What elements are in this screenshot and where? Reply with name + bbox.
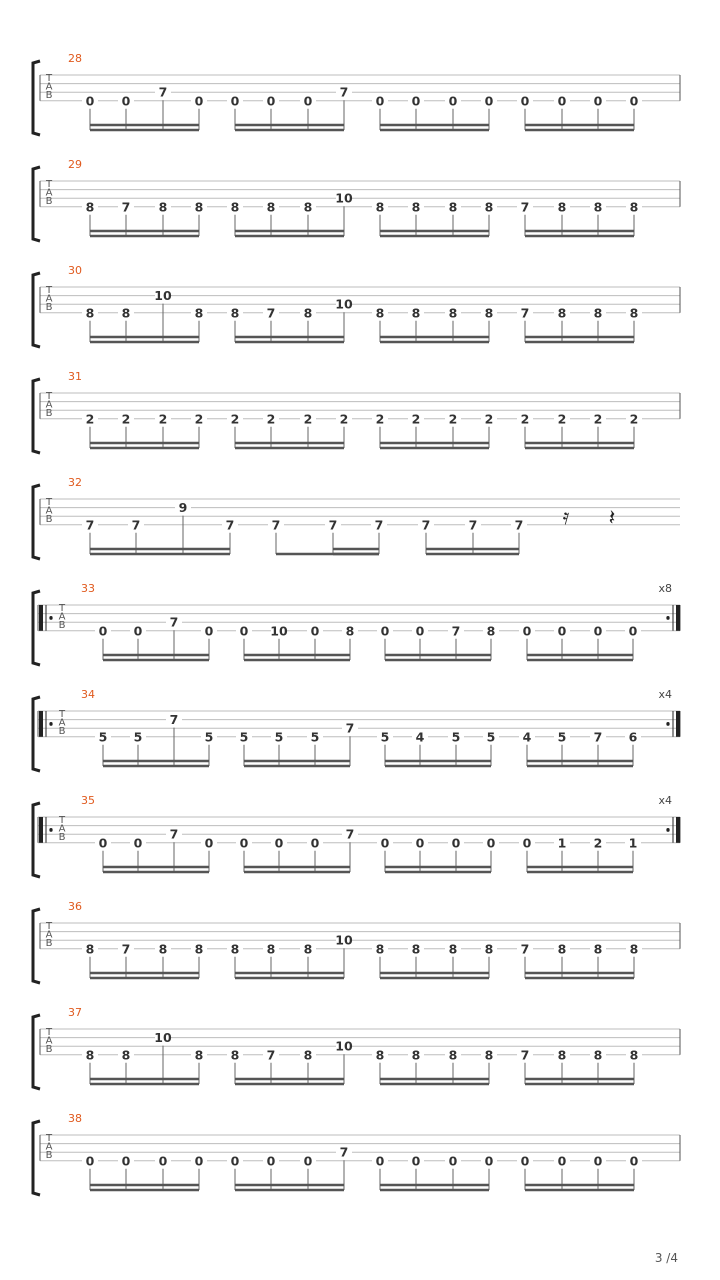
fret-number: 1 [628,835,638,851]
system-bracket [33,61,40,135]
repeat-dot [49,723,52,726]
fret-number: 7 [85,517,95,533]
fret-number: 8 [158,941,168,957]
fret-number: 7 [374,517,384,533]
fret-number: 8 [85,1047,95,1063]
fret-number: 10 [335,296,353,312]
fret-number: 10 [154,1030,172,1046]
fret-number: 8 [629,941,639,957]
measure-number: 30 [68,264,82,277]
fret-number: 8 [230,305,240,321]
fret-number: 0 [98,623,108,639]
fret-number: 8 [230,941,240,957]
tab-clef-letter: A [45,1141,53,1153]
tab-clef-letter: A [45,505,53,517]
system-bracket [33,909,40,983]
fret-number: 8 [486,623,496,639]
repeat-count: x4 [658,794,672,807]
system-bracket [33,485,40,559]
tab-clef-letter: A [45,1035,53,1047]
fret-number: 8 [593,1047,603,1063]
fret-number: 0 [85,1153,95,1169]
fret-number: 0 [121,93,131,109]
fret-number: 8 [411,941,421,957]
fret-number: 8 [85,305,95,321]
fret-number: 2 [266,411,276,427]
tab-clef-letter: A [45,929,53,941]
tab-clef-letter: B [45,1150,53,1162]
fret-number: 0 [98,835,108,851]
fret-number: 2 [484,411,494,427]
tab-clef-letter: T [58,815,66,826]
fret-number: 7 [593,729,603,745]
repeat-dot [49,829,52,832]
fret-number: 0 [415,623,425,639]
fret-number: 8 [375,1047,385,1063]
tab-clef-letter: T [45,921,53,932]
fret-number: 9 [178,500,188,516]
fret-number: 0 [593,623,603,639]
tab-system [33,370,680,453]
fret-number: 2 [121,411,131,427]
fret-number: 4 [522,729,532,745]
fret-number: 5 [98,729,108,745]
fret-number: 2 [85,411,95,427]
system-bracket [33,1121,40,1195]
repeat-count: x8 [658,582,672,595]
tab-clef-letter: B [45,408,53,420]
fret-number: 0 [629,1153,639,1169]
fret-number: 0 [448,93,458,109]
fret-number: 8 [557,199,567,215]
fret-number: 10 [335,932,353,948]
tab-system [33,582,680,665]
repeat-dot [666,829,669,832]
tab-clef-letter: T [45,179,53,190]
tab-clef-letter: T [45,497,53,508]
fret-number: 8 [194,941,204,957]
fret-number: 0 [484,1153,494,1169]
repeat-count: x4 [658,688,672,701]
fret-number: 0 [194,1153,204,1169]
tab-clef-letter: A [45,81,53,93]
measure-number: 37 [68,1006,82,1019]
fret-number: 2 [230,411,240,427]
repeat-dot [666,617,669,620]
fret-number: 0 [486,835,496,851]
system-bracket [33,1015,40,1089]
tab-clef-letter: A [45,293,53,305]
fret-number: 0 [274,835,284,851]
fret-number: 7 [169,614,179,630]
fret-number: 8 [194,305,204,321]
tab-system [33,794,680,877]
tab-system [33,688,680,771]
fret-number: 0 [310,623,320,639]
measure-number: 28 [68,52,82,65]
fret-number: 8 [557,941,567,957]
fret-number: 8 [266,199,276,215]
repeat-dot [666,723,669,726]
repeat-start-thick [39,817,43,843]
fret-number: 0 [411,1153,421,1169]
tab-system [33,264,680,347]
tab-clef-letter: T [45,73,53,84]
measure-number: 38 [68,1112,82,1125]
fret-number: 8 [266,941,276,957]
fret-number: 7 [131,517,141,533]
fret-number: 7 [451,623,461,639]
tab-clef-letter: T [58,603,66,614]
fret-number: 8 [448,199,458,215]
repeat-start-thick [39,711,43,737]
fret-number: 8 [303,1047,313,1063]
fret-number: 10 [335,190,353,206]
fret-number: 7 [266,1047,276,1063]
fret-number: 7 [169,826,179,842]
tab-clef-letter: B [45,514,53,526]
fret-number: 0 [520,1153,530,1169]
fret-number: 7 [520,941,530,957]
tab-clef-letter: B [58,620,66,632]
fret-number: 8 [411,199,421,215]
fret-number: 5 [239,729,249,745]
fret-number: 0 [204,623,214,639]
fret-number: 0 [375,1153,385,1169]
fret-number: 5 [204,729,214,745]
tab-clef-letter: B [45,1044,53,1056]
fret-number: 0 [239,835,249,851]
fret-number: 8 [303,941,313,957]
fret-number: 7 [421,517,431,533]
fret-number: 8 [345,623,355,639]
fret-number: 0 [121,1153,131,1169]
fret-number: 0 [593,1153,603,1169]
fret-number: 7 [520,305,530,321]
tab-system [33,1006,680,1089]
fret-number: 2 [448,411,458,427]
tab-clef-letter: B [45,196,53,208]
fret-number: 0 [194,93,204,109]
tab-clef-letter: A [45,399,53,411]
page-number: 3 /4 [654,1251,678,1265]
fret-number: 0 [520,93,530,109]
fret-number: 8 [303,199,313,215]
fret-number: 0 [310,835,320,851]
tab-clef-letter: A [58,611,66,623]
fret-number: 8 [484,1047,494,1063]
tab-system [33,476,680,559]
tab-system [33,52,680,135]
fret-number: 8 [557,305,567,321]
fret-number: 0 [411,93,421,109]
fret-number: 5 [133,729,143,745]
fret-number: 4 [415,729,425,745]
fret-number: 8 [411,1047,421,1063]
fret-number: 0 [557,623,567,639]
fret-number: 8 [593,199,603,215]
fret-number: 0 [230,1153,240,1169]
fret-number: 7 [520,1047,530,1063]
fret-number: 10 [335,1038,353,1054]
fret-number: 0 [629,93,639,109]
tab-system [33,900,680,983]
measure-number: 31 [68,370,82,383]
fret-number: 0 [133,623,143,639]
measure-number: 36 [68,900,82,913]
tab-clef-letter: A [58,823,66,835]
system-bracket [33,591,40,665]
tab-system [33,1112,680,1195]
fret-number: 8 [484,941,494,957]
fret-number: 8 [194,1047,204,1063]
tab-clef-letter: T [45,1133,53,1144]
fret-number: 8 [121,1047,131,1063]
fret-number: 2 [158,411,168,427]
fret-number: 7 [121,199,131,215]
fret-number: 10 [154,288,172,304]
fret-number: 5 [451,729,461,745]
fret-number: 10 [270,623,288,639]
sixteenth-rest-icon: 𝄿 [562,505,570,530]
fret-number: 0 [380,835,390,851]
fret-number: 0 [303,93,313,109]
tab-clef-letter: T [45,285,53,296]
fret-number: 7 [328,517,338,533]
fret-number: 5 [486,729,496,745]
fret-number: 5 [557,729,567,745]
fret-number: 7 [121,941,131,957]
fret-number: 0 [628,623,638,639]
fret-number: 0 [158,1153,168,1169]
tab-clef-letter: B [58,726,66,738]
fret-number: 8 [484,305,494,321]
fret-number: 8 [448,1047,458,1063]
fret-number: 7 [169,712,179,728]
fret-number: 8 [85,199,95,215]
fret-number: 7 [520,199,530,215]
system-bracket [33,167,40,241]
tab-clef-letter: B [58,832,66,844]
fret-number: 2 [411,411,421,427]
system-bracket [33,697,40,771]
measure-number: 29 [68,158,82,171]
tab-clef-letter: T [45,1027,53,1038]
fret-number: 8 [121,305,131,321]
fret-number: 8 [448,305,458,321]
fret-number: 8 [629,199,639,215]
measure-number: 33 [81,582,95,595]
fret-number: 2 [520,411,530,427]
fret-number: 8 [593,941,603,957]
fret-number: 7 [158,84,168,100]
fret-number: 0 [522,835,532,851]
repeat-start-thick [39,605,43,631]
fret-number: 6 [628,729,638,745]
fret-number: 7 [271,517,281,533]
fret-number: 2 [194,411,204,427]
fret-number: 0 [303,1153,313,1169]
fret-number: 7 [514,517,524,533]
fret-number: 8 [230,199,240,215]
fret-number: 2 [557,411,567,427]
fret-number: 2 [303,411,313,427]
fret-number: 5 [274,729,284,745]
fret-number: 7 [225,517,235,533]
fret-number: 2 [629,411,639,427]
tab-clef-letter: A [58,717,66,729]
fret-number: 8 [484,199,494,215]
measure-number: 34 [81,688,95,701]
repeat-end-thick [676,711,680,737]
fret-number: 8 [375,305,385,321]
fret-number: 7 [468,517,478,533]
fret-number: 5 [310,729,320,745]
fret-number: 7 [339,1144,349,1160]
fret-number: 0 [85,93,95,109]
system-bracket [33,379,40,453]
fret-number: 1 [557,835,567,851]
fret-number: 7 [266,305,276,321]
fret-number: 8 [85,941,95,957]
fret-number: 2 [593,835,603,851]
tab-clef-letter: B [45,302,53,314]
fret-number: 8 [593,305,603,321]
fret-number: 0 [557,1153,567,1169]
tab-clef-letter: A [45,187,53,199]
fret-number: 0 [415,835,425,851]
fret-number: 7 [345,720,355,736]
fret-number: 0 [380,623,390,639]
fret-number: 2 [339,411,349,427]
fret-number: 5 [380,729,390,745]
fret-number: 7 [345,826,355,842]
fret-number: 7 [339,84,349,100]
fret-number: 0 [266,93,276,109]
fret-number: 8 [411,305,421,321]
fret-number: 0 [133,835,143,851]
fret-number: 0 [375,93,385,109]
fret-number: 8 [230,1047,240,1063]
fret-number: 0 [448,1153,458,1169]
fret-number: 0 [239,623,249,639]
measure-number: 32 [68,476,82,489]
fret-number: 2 [593,411,603,427]
fret-number: 0 [484,93,494,109]
system-bracket [33,273,40,347]
tab-system [33,158,680,241]
fret-number: 8 [557,1047,567,1063]
fret-number: 2 [375,411,385,427]
repeat-dot [49,617,52,620]
fret-number: 8 [448,941,458,957]
tab-clef-letter: T [58,709,66,720]
tab-clef-letter: B [45,90,53,102]
fret-number: 0 [230,93,240,109]
fret-number: 8 [375,199,385,215]
fret-number: 8 [194,199,204,215]
fret-number: 8 [629,305,639,321]
fret-number: 8 [303,305,313,321]
fret-number: 0 [266,1153,276,1169]
measure-number: 35 [81,794,95,807]
fret-number: 8 [375,941,385,957]
tab-clef-letter: B [45,938,53,950]
fret-number: 8 [158,199,168,215]
fret-number: 8 [629,1047,639,1063]
fret-number: 0 [451,835,461,851]
fret-number: 0 [593,93,603,109]
fret-number: 0 [204,835,214,851]
quarter-rest-icon: 𝄽 [608,506,616,531]
fret-number: 0 [522,623,532,639]
system-bracket [33,803,40,877]
repeat-end-thick [676,605,680,631]
fret-number: 0 [557,93,567,109]
repeat-end-thick [676,817,680,843]
tab-clef-letter: T [45,391,53,402]
